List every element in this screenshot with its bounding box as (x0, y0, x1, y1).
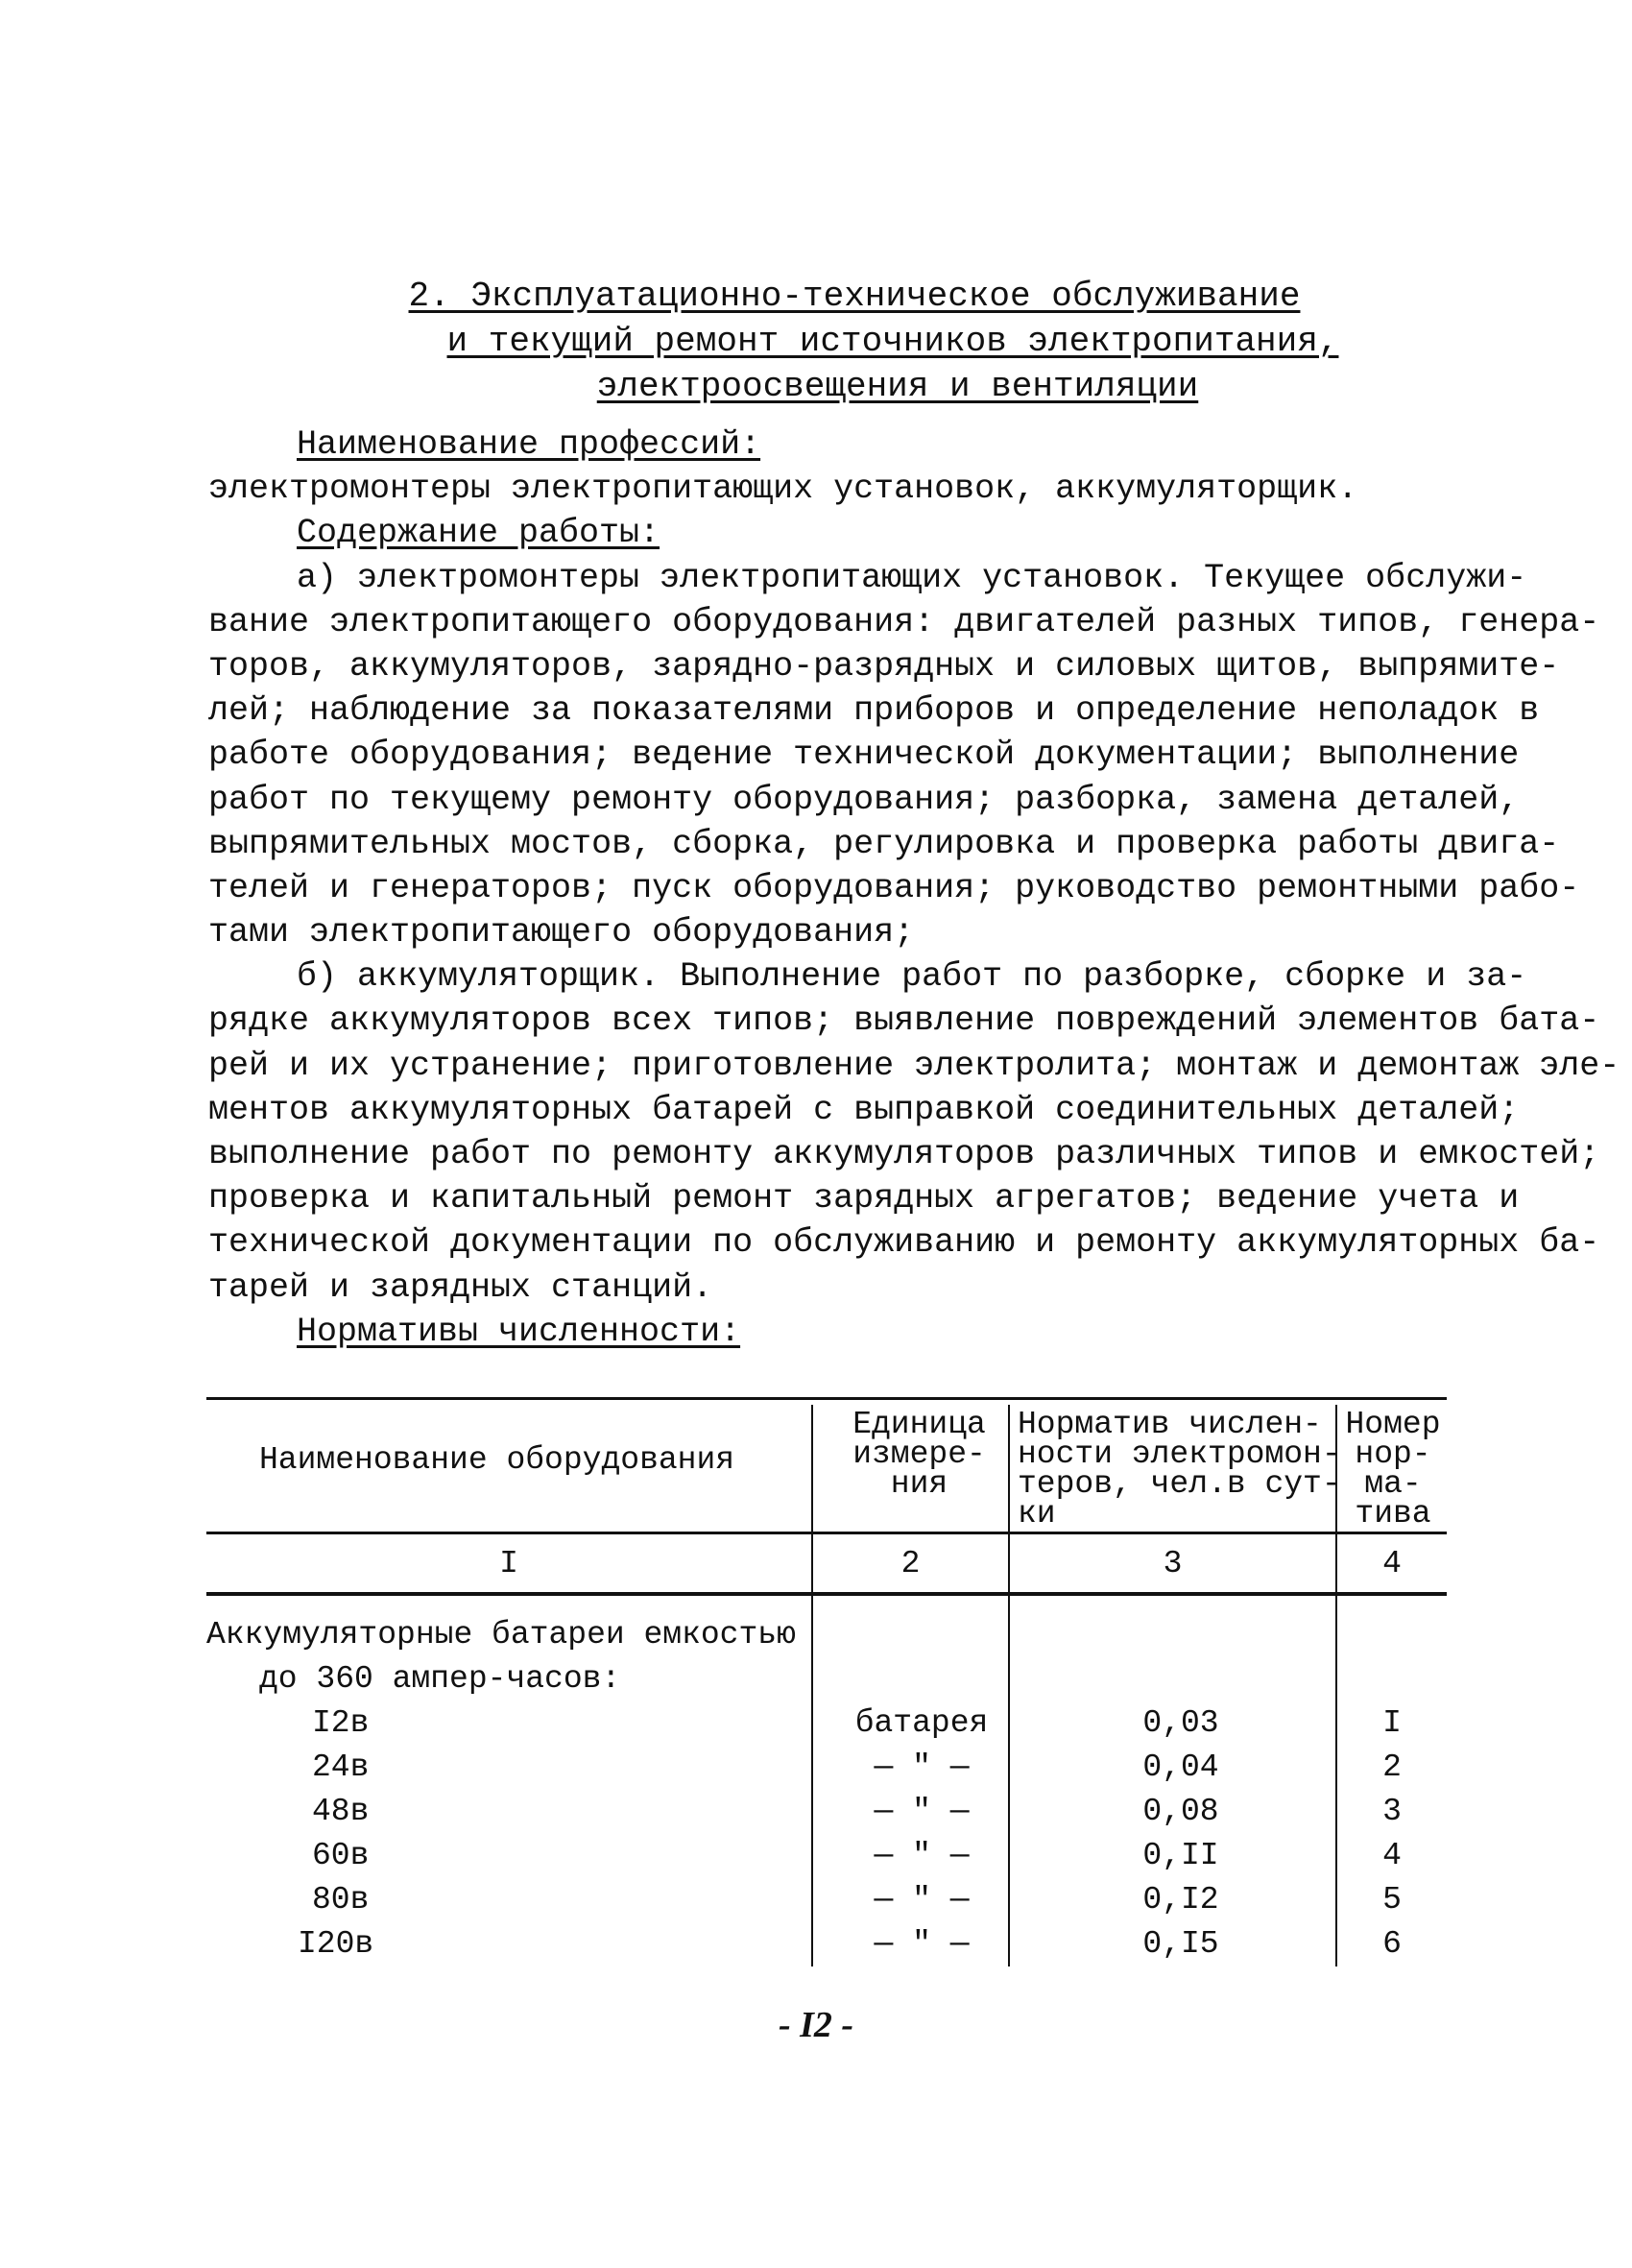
para-b-line: рядке аккумуляторов всех типов; выявление повреждений элементов бата- (208, 1001, 1600, 1041)
row-norm-number: 5 (1382, 1882, 1402, 1918)
table-top-rule (206, 1397, 1447, 1400)
para-b-line: технической документации по обслуживанию и ремонту аккумуляторных ба- (208, 1223, 1600, 1263)
section-heading (0, 274, 1632, 409)
header-norm-line: ности электромон- (1018, 1436, 1341, 1472)
page-number: - I2 - (778, 2005, 854, 2045)
row-voltage: 24в (312, 1749, 370, 1785)
heading-line-2: и текущий ремонт источников электропитания, (446, 322, 1339, 361)
row-norm-number: I (1382, 1705, 1402, 1741)
header-norm-number (1339, 1407, 1447, 1532)
column-number: 4 (1382, 1546, 1402, 1581)
para-b-line: б) аккумуляторщик. Выполнение работ по разборке, сборке и за- (297, 957, 1527, 997)
para-a-line: работе оборудования; ведение технической документации; выполнение (208, 736, 1520, 775)
para-b-line: тарей и зарядных станций. (208, 1267, 713, 1307)
header-norm-line: Норматив числен- (1018, 1407, 1322, 1442)
document-body (208, 422, 1620, 1354)
paragraph-a (208, 556, 1600, 955)
header-num-line: ма- (1364, 1466, 1422, 1502)
work-content-label: Содержание работы: (297, 514, 660, 553)
header-num-line: тива (1355, 1496, 1431, 1532)
header-num-line: нор- (1355, 1436, 1431, 1472)
para-a-line: тами электропитающего оборудования; (208, 913, 915, 953)
para-a-line: выпрямительных мостов, сборка, регулировка и проверка работы двига- (208, 824, 1560, 863)
norms-label: Нормативы численности: (297, 1312, 741, 1351)
column-divider (811, 1405, 813, 1966)
professions-label: Наименование профессий: (297, 425, 761, 464)
row-unit: — " — (874, 1838, 970, 1873)
para-a-line: а) электромонтеры электропитающих установок. Текущее обслужи- (297, 558, 1527, 597)
column-number: 2 (900, 1546, 921, 1581)
header-norm-line: теров, чел.в сут- (1018, 1466, 1341, 1502)
row-norm-value: 0,04 (1142, 1749, 1219, 1785)
row-norm-number: 6 (1382, 1926, 1402, 1962)
professions-text: электромонтеры электропитающих установок, аккумуляторщик. (208, 470, 1358, 509)
para-a-line: работ по текущему ремонту оборудования; разборка, замена деталей, (208, 780, 1520, 819)
row-norm-value: 0,I2 (1142, 1882, 1219, 1918)
paragraph-b (208, 954, 1620, 1310)
column-number: 3 (1163, 1546, 1183, 1581)
row-voltage: 60в (312, 1838, 370, 1873)
para-b-line: выполнение работ по ремонту аккумуляторов различных типов и емкостей; (208, 1135, 1600, 1173)
row-unit: — " — (874, 1794, 970, 1829)
para-a-line: вание электропитающего оборудования: двигателей разных типов, генера- (208, 602, 1600, 641)
group-title-line: Аккумуляторные батареи емкостью (206, 1617, 796, 1653)
header-unit-line: Единица (852, 1407, 986, 1442)
row-norm-value: 0,03 (1142, 1705, 1219, 1741)
header-norm (1018, 1407, 1344, 1532)
header-unit-line: ния (890, 1466, 948, 1502)
header-equipment-name: Наименование оборудования (259, 1442, 735, 1478)
heading-line-1: 2. Эксплуатационно-техническое обслуживание (408, 277, 1301, 316)
row-norm-value: 0,II (1142, 1838, 1219, 1873)
row-norm-number: 2 (1382, 1749, 1402, 1785)
header-num-line: Номер (1345, 1407, 1441, 1442)
row-voltage: I20в (298, 1926, 374, 1962)
group-title-line: до 360 ампер-часов: (259, 1661, 621, 1697)
header-unit (835, 1407, 1003, 1502)
para-b-line: проверка и капитальный ремонт зарядных агрегатов; ведение учета и (208, 1179, 1520, 1218)
para-a-line: торов, аккумуляторов, зарядно-разрядных и силовых щитов, выпрямите- (208, 646, 1560, 686)
row-unit: — " — (874, 1882, 970, 1918)
column-number-rule (206, 1592, 1447, 1596)
header-norm-line: ки (1018, 1496, 1056, 1532)
header-rule (206, 1532, 1447, 1534)
para-a-line: телей и генераторов; пуск оборудования; руководство ремонтными рабо- (208, 868, 1580, 907)
para-b-line: рей и их устранение; приготовление электролита; монтаж и демонтаж эле- (208, 1046, 1620, 1085)
para-a-line: лей; наблюдение за показателями приборов и определение неполадок в (208, 691, 1540, 731)
row-unit: — " — (874, 1749, 970, 1785)
heading-line-3: электроосвещения и вентиляции (596, 367, 1199, 406)
row-voltage: 48в (312, 1794, 370, 1829)
row-norm-number: 4 (1382, 1838, 1402, 1873)
row-voltage: 80в (312, 1882, 370, 1918)
row-unit: — " — (874, 1926, 970, 1962)
row-norm-number: 3 (1382, 1794, 1402, 1829)
para-b-line: ментов аккумуляторных батарей с выправкой соединительных деталей; (208, 1090, 1520, 1129)
row-norm-value: 0,I5 (1142, 1926, 1219, 1962)
header-unit-line: измере- (852, 1436, 986, 1472)
row-voltage: I2в (312, 1705, 370, 1741)
column-number: I (499, 1546, 518, 1581)
row-norm-value: 0,08 (1142, 1794, 1219, 1829)
row-unit: батарея (854, 1705, 989, 1741)
